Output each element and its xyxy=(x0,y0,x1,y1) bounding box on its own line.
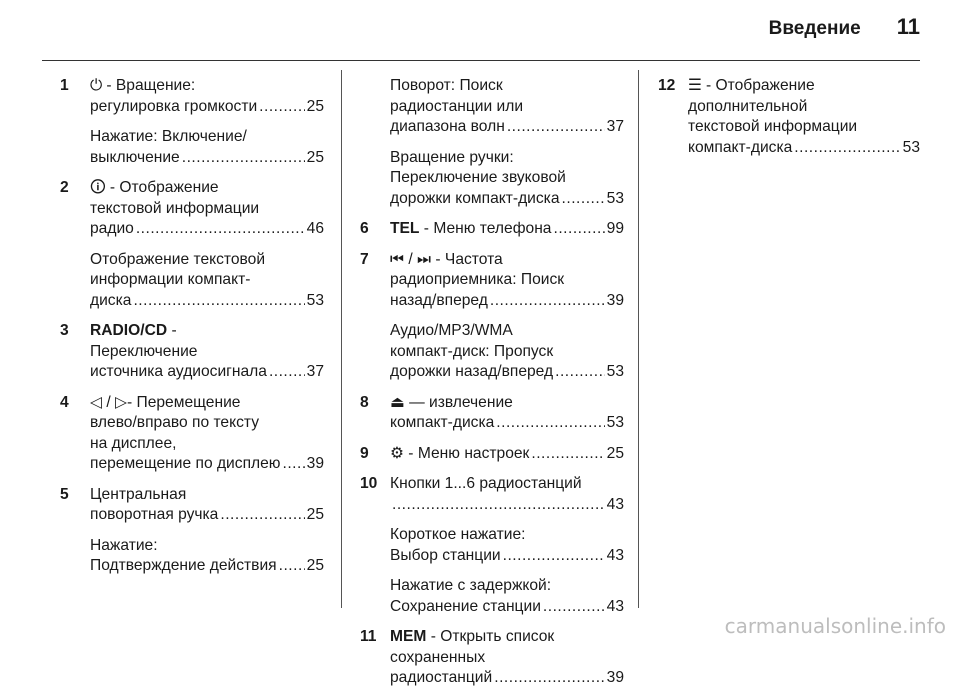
page-ref[interactable]: 25 xyxy=(306,97,324,115)
page-number: 11 xyxy=(896,14,920,39)
page-ref[interactable]: 53 xyxy=(606,414,624,431)
page-ref[interactable]: 43 xyxy=(606,546,624,564)
radio-cd-key: RADIO/CD xyxy=(90,322,168,339)
page-ref[interactable]: 99 xyxy=(606,220,624,237)
page-ref[interactable]: 39 xyxy=(306,455,324,472)
page-ref[interactable]: 53 xyxy=(606,189,624,207)
page-ref[interactable]: 53 xyxy=(902,138,920,156)
entry-9: 9 ⚙ - Меню настроек ..... 25 xyxy=(360,444,624,465)
page-header xyxy=(769,14,920,50)
entry-7: 7 ⏮ / ⏭ - Частота радиоприемника: Поиск назад/вперед ..... 39 Аудио/MP3/WMA компакт-диск: Пропуск дорожки назад/вперед ..... 53 xyxy=(360,250,624,383)
header-rule xyxy=(42,60,920,61)
page-ref[interactable]: 39 xyxy=(606,291,624,309)
page-ref[interactable]: 43 xyxy=(606,495,624,513)
entry-6: 6 TEL - Меню телефона ..... 99 xyxy=(360,219,624,240)
column-divider-1 xyxy=(341,70,342,608)
entry-4: 4 ◁ / ▷- Перемещение влево/вправо по тексту на дисплее, перемещение по дисплею ..... 39 xyxy=(60,393,324,475)
entry-5-cont-1: Поворот: Поиск радиостанции или диапазона волн ..... 37 xyxy=(360,76,624,138)
page-ref[interactable]: 25 xyxy=(306,506,324,523)
column-divider-2 xyxy=(638,70,639,608)
watermark: carmanualsonline.info xyxy=(724,614,946,638)
page-ref[interactable]: 53 xyxy=(306,291,324,309)
entry-2: 2 🛈 - Отображение текстовой информации радио ..... 46 Отображение текстовой информации компакт- диска ..... 53 xyxy=(60,178,324,311)
eject-icon: ⏏ — извлечение xyxy=(390,393,513,411)
page-ref[interactable]: 25 xyxy=(606,444,624,462)
entry-5: 5 Центральная поворотная ручка ..... 25 Нажатие: Подтверждение действия ..... 25 xyxy=(60,485,324,577)
seek-icon: ⏮ / ⏭ - Частота xyxy=(390,250,503,268)
page-ref[interactable]: 43 xyxy=(606,597,624,615)
page-ref[interactable]: 37 xyxy=(606,118,624,135)
info-icon: 🛈 xyxy=(90,179,106,196)
entry-8: 8 ⏏ — извлечение компакт-диска ..... 53 xyxy=(360,393,624,434)
page-ref[interactable]: 37 xyxy=(306,363,324,380)
entry-1: 1 ⏻ - Вращение: регулировка громкости ..... 25 Нажатие: Включение/ выключение ..... 25 xyxy=(60,76,324,168)
entry-5-cont-2: Вращение ручки: Переключение звуковой дорожки компакт-диска ..... 53 xyxy=(360,148,624,210)
column-1 xyxy=(60,76,324,587)
arrow-left-right-icon: ◁ / ▷- Перемещение xyxy=(90,393,241,411)
entry-3: 3 RADIO/CD - Переключение источника аудиосигнала ..... 37 xyxy=(60,321,324,383)
entry-12: 12 ☰ - Отображение дополнительной текстовой информации компакт-диска ..... 53 xyxy=(658,76,920,158)
entry-10: 10 Кнопки 1...6 радиостанций ..... 43 Короткое нажатие: Выбор станции ..... 43 Нажатие с задержкой: Сохранение станции ..... 43 xyxy=(360,474,624,617)
page-ref[interactable]: 39 xyxy=(606,669,624,686)
settings-icon: ⚙ - Меню настроек xyxy=(390,444,530,462)
column-2 xyxy=(360,76,624,699)
page-ref[interactable]: 46 xyxy=(306,220,324,237)
page-ref[interactable]: 25 xyxy=(306,148,324,166)
tel-key: TEL xyxy=(390,220,420,237)
column-3 xyxy=(658,76,920,168)
page-ref[interactable]: 25 xyxy=(306,557,324,574)
mem-key: MEM xyxy=(390,628,427,645)
entry-11: 11 MEM - Открыть список сохраненных радиостанций ..... 39 xyxy=(360,627,624,689)
menu-icon: ☰ xyxy=(688,77,702,94)
page-ref[interactable]: 53 xyxy=(606,363,624,380)
page-title: Введение xyxy=(768,18,861,39)
power-icon: ⏻ xyxy=(90,77,103,94)
